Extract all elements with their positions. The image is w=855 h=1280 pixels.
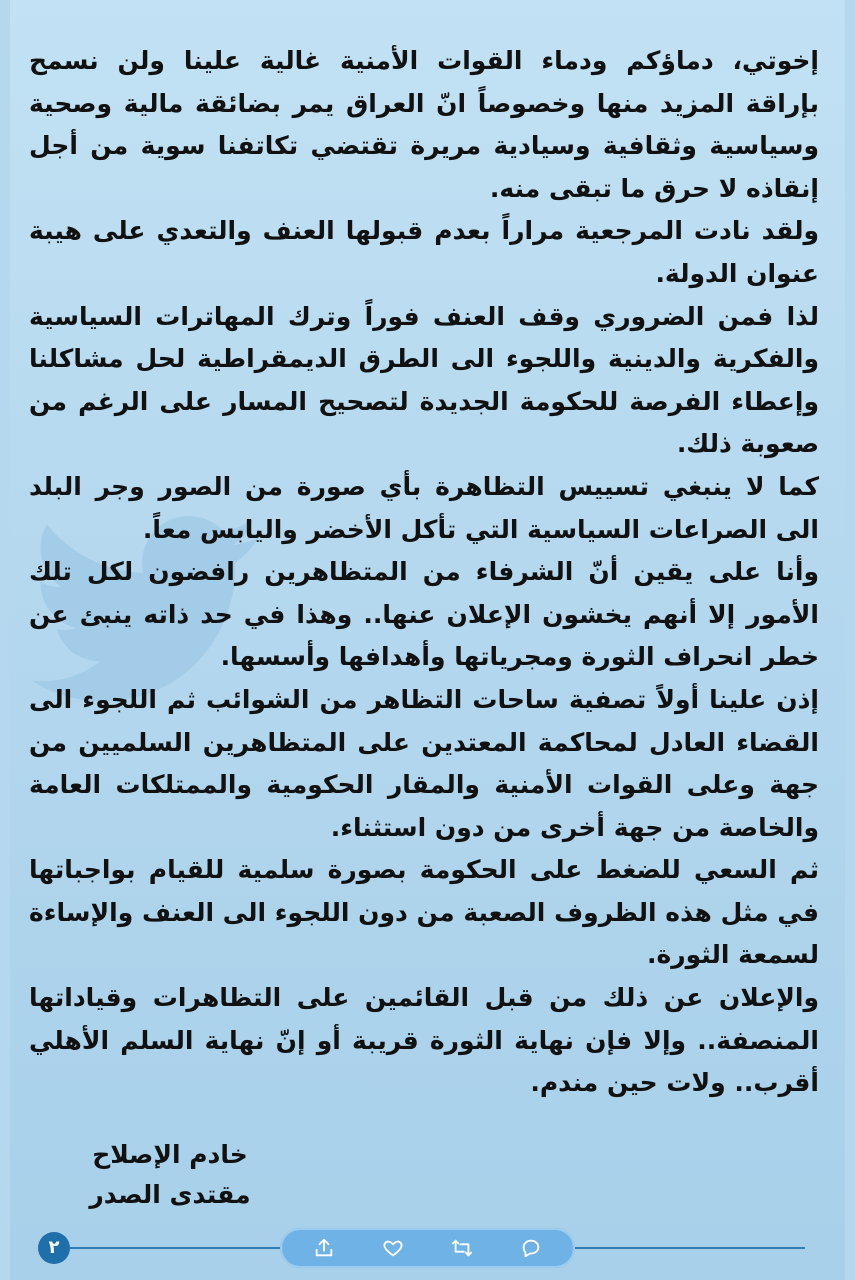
post-paragraph: إذن علينا أولاً تصفية ساحات التظاهر من الشوائب ثم اللجوء الى القضاء العادل لمحاكمة المعتدين على المتظاهرين السلميين من جهة وعلى القوات الأمنية والمقار الحكومية والممتلكات العامة والخاصة من جهة أخرى من دون استثناء. [29, 684, 819, 842]
post-paragraph: ثم السعي للضغط على الحكومة بصورة سلمية للقيام بواجباتها في مثل هذه الظروف الصعبة من دون اللجوء الى العنف والإساءة لسمعة الثورة. [29, 855, 819, 970]
post-paragraph: وأنا على يقين أنّ الشرفاء من المتظاهرين رافضون لكل تلك الأمور إلا أنهم يخشون الإعلان عنها.. وهذا في حد ذاته ينبئ عن خطر انحراف الثورة ومجرياتها وأهدافها وأسسها. [29, 557, 819, 672]
post-paragraph: لذا فمن الضروري وقف العنف فوراً وترك المهاترات السياسية والفكرية والدينية واللجوء الى الطرق الديمقراطية لحل مشاكلنا وإعطاء الفرصة للحكومة الجديدة لتصحيح المسار على الرغم من صعوبة ذلك. [29, 301, 819, 459]
post-paragraph: ولقد نادت المرجعية مراراً بعدم قبولها العنف والتعدي على هيبة عنوان الدولة. [29, 216, 819, 288]
page-number-badge: ٢ [38, 1232, 70, 1264]
action-bar [280, 1228, 575, 1268]
share-icon[interactable] [309, 1233, 339, 1263]
post-body [29, 40, 819, 1105]
reply-icon[interactable] [516, 1233, 546, 1263]
post-paragraph: إخوتي، دماؤكم ودماء القوات الأمنية غالية علينا ولن نسمح بإراقة المزيد منها وخصوصاً انّ العراق يمر بضائقة مالية وصحية وسياسية وثقافية وسيادية مريرة تقتضي تكاتفنا سوية من أجل إنقاذه لا حرق ما تبقى منه. [29, 46, 819, 203]
signature [70, 1135, 270, 1215]
post-paragraph: كما لا ينبغي تسييس التظاهرة بأي صورة من الصور وجر البلد الى الصراعات السياسية التي تأكل الأخضر واليابس معاً. [29, 471, 819, 544]
signature-name: مقتدى الصدر [89, 1180, 251, 1209]
heart-icon[interactable] [378, 1233, 408, 1263]
signature-title: خادم الإصلاح [92, 1140, 248, 1169]
retweet-icon[interactable] [447, 1233, 477, 1263]
post-paragraph: والإعلان عن ذلك من قبل القائمين على التظاهرات وقياداتها المنصفة.. وإلا فإن نهاية الثورة قريبة أو إنّ نهاية السلم الأهلي أقرب.. ولات حين مندم. [29, 983, 819, 1098]
